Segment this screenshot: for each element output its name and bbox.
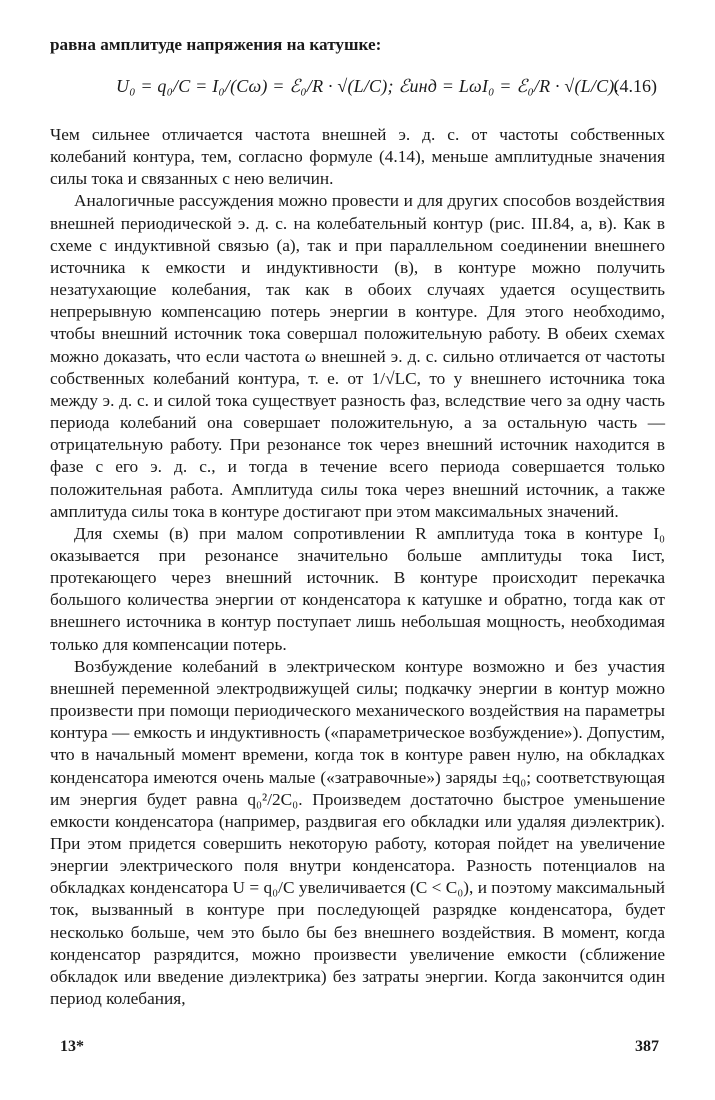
equation-4-16 bbox=[50, 58, 665, 120]
lead-line: равна амплитуде напряжения на катушке: bbox=[50, 35, 382, 54]
page-footer bbox=[60, 1038, 659, 1056]
signature-mark: 13* bbox=[60, 1038, 84, 1055]
equation-number: (4.16) bbox=[613, 76, 657, 96]
paragraph: Для схемы (в) при малом сопротивлении R амплитуда тока в контуре I₀ оказывается при резонансе значительно больше амплитуды тока Iист, протекающего через внешний источник. В контуре происходит перекачка большого количества энергии от конденсатора к катушке и обратно, тогда как от внешнего источника в контур поступает лишь небольшая мощность, необходимая только для компенсации потерь. bbox=[50, 523, 665, 654]
body-text bbox=[50, 124, 665, 1010]
equation-expression: U₀ = q₀/C = I₀/(Cω) = ℰ₀/R · √(L/C); ℰинд = LωI₀ = ℰ₀/R · √(L/C). bbox=[116, 76, 620, 96]
page-number: 387 bbox=[635, 1038, 659, 1055]
paragraph: Возбуждение колебаний в электрическом контуре возможно и без участия внешней переменной электродвижущей силы; подкачку энергии в контур можно произвести при помощи периодического механического воздействия на параметры контура — емкость и индуктивность («параметрическое возбуждение»). Допустим, что в начальный момент времени, когда ток в контуре равен нулю, на обкладках конденсатора имеются очень малые («затравочные») заряды ±q₀; соответствующая им энергия будет равна q₀²/2C₀. Произведем достаточно быстрое уменьшение емкости конденсатора (например, раздвигая его обкладки или удаляя диэлектрик). При этом придется совершить некоторую работу, которая пойдет на увеличение энергии электрического поля внутри конденсатора. Разность потенциалов на обкладках конденсатора U = q₀/C увеличивается (C < C₀), и поэтому максимальный ток, вызванный в контуре при последующей разрядке конденсатора, будет несколько больше, чем это было бы без внешнего воздействия. В момент, когда конденсатор разрядится, можно произвести увеличение емкости (сближение обкладок или введение диэлектрика) без затраты энергии. Когда закончится один период колебания, bbox=[50, 656, 666, 1009]
paragraph: Аналогичные рассуждения можно провести и для других способов воздействия внешней периодической э. д. с. на колебательный контур (рис. III.84, а, в). Как в схеме с индуктивной связью (а), так и при параллельном соединении внешнего источника к емкости и индуктивности (в), в контуре можно получить незатухающие колебания, так как в обоих случаях удается осуществить непрерывную компенсацию потерь энергии в контуре. Для этого необходимо, чтобы внешний источник тока совершал положительную работу. В обеих схемах можно доказать, что если частота ω внешней э. д. с. сильно отличается от частоты собственных колебаний контура, т. е. от 1/√LC, то у внешнего источника тока между э. д. с. и силой тока существует разность фаз, вследствие чего за одну часть периода колебаний она совершает положительную, а за остальную часть — отрицательную работу. При резонансе ток через внешний источник находится в фазе с его э. д. с., и тогда в течение всего периода совершается только положительная работа. Амплитуда силы тока через внешний источник, а также амплитуда силы тока в контуре достигают при этом максимальных значений. bbox=[50, 191, 665, 521]
paragraph: Чем сильнее отличается частота внешней э. д. с. от частоты собственных колебаний контура, тем, согласно формуле (4.14), меньше амплитудные значения силы тока и связанных с нею величин. bbox=[50, 125, 665, 189]
